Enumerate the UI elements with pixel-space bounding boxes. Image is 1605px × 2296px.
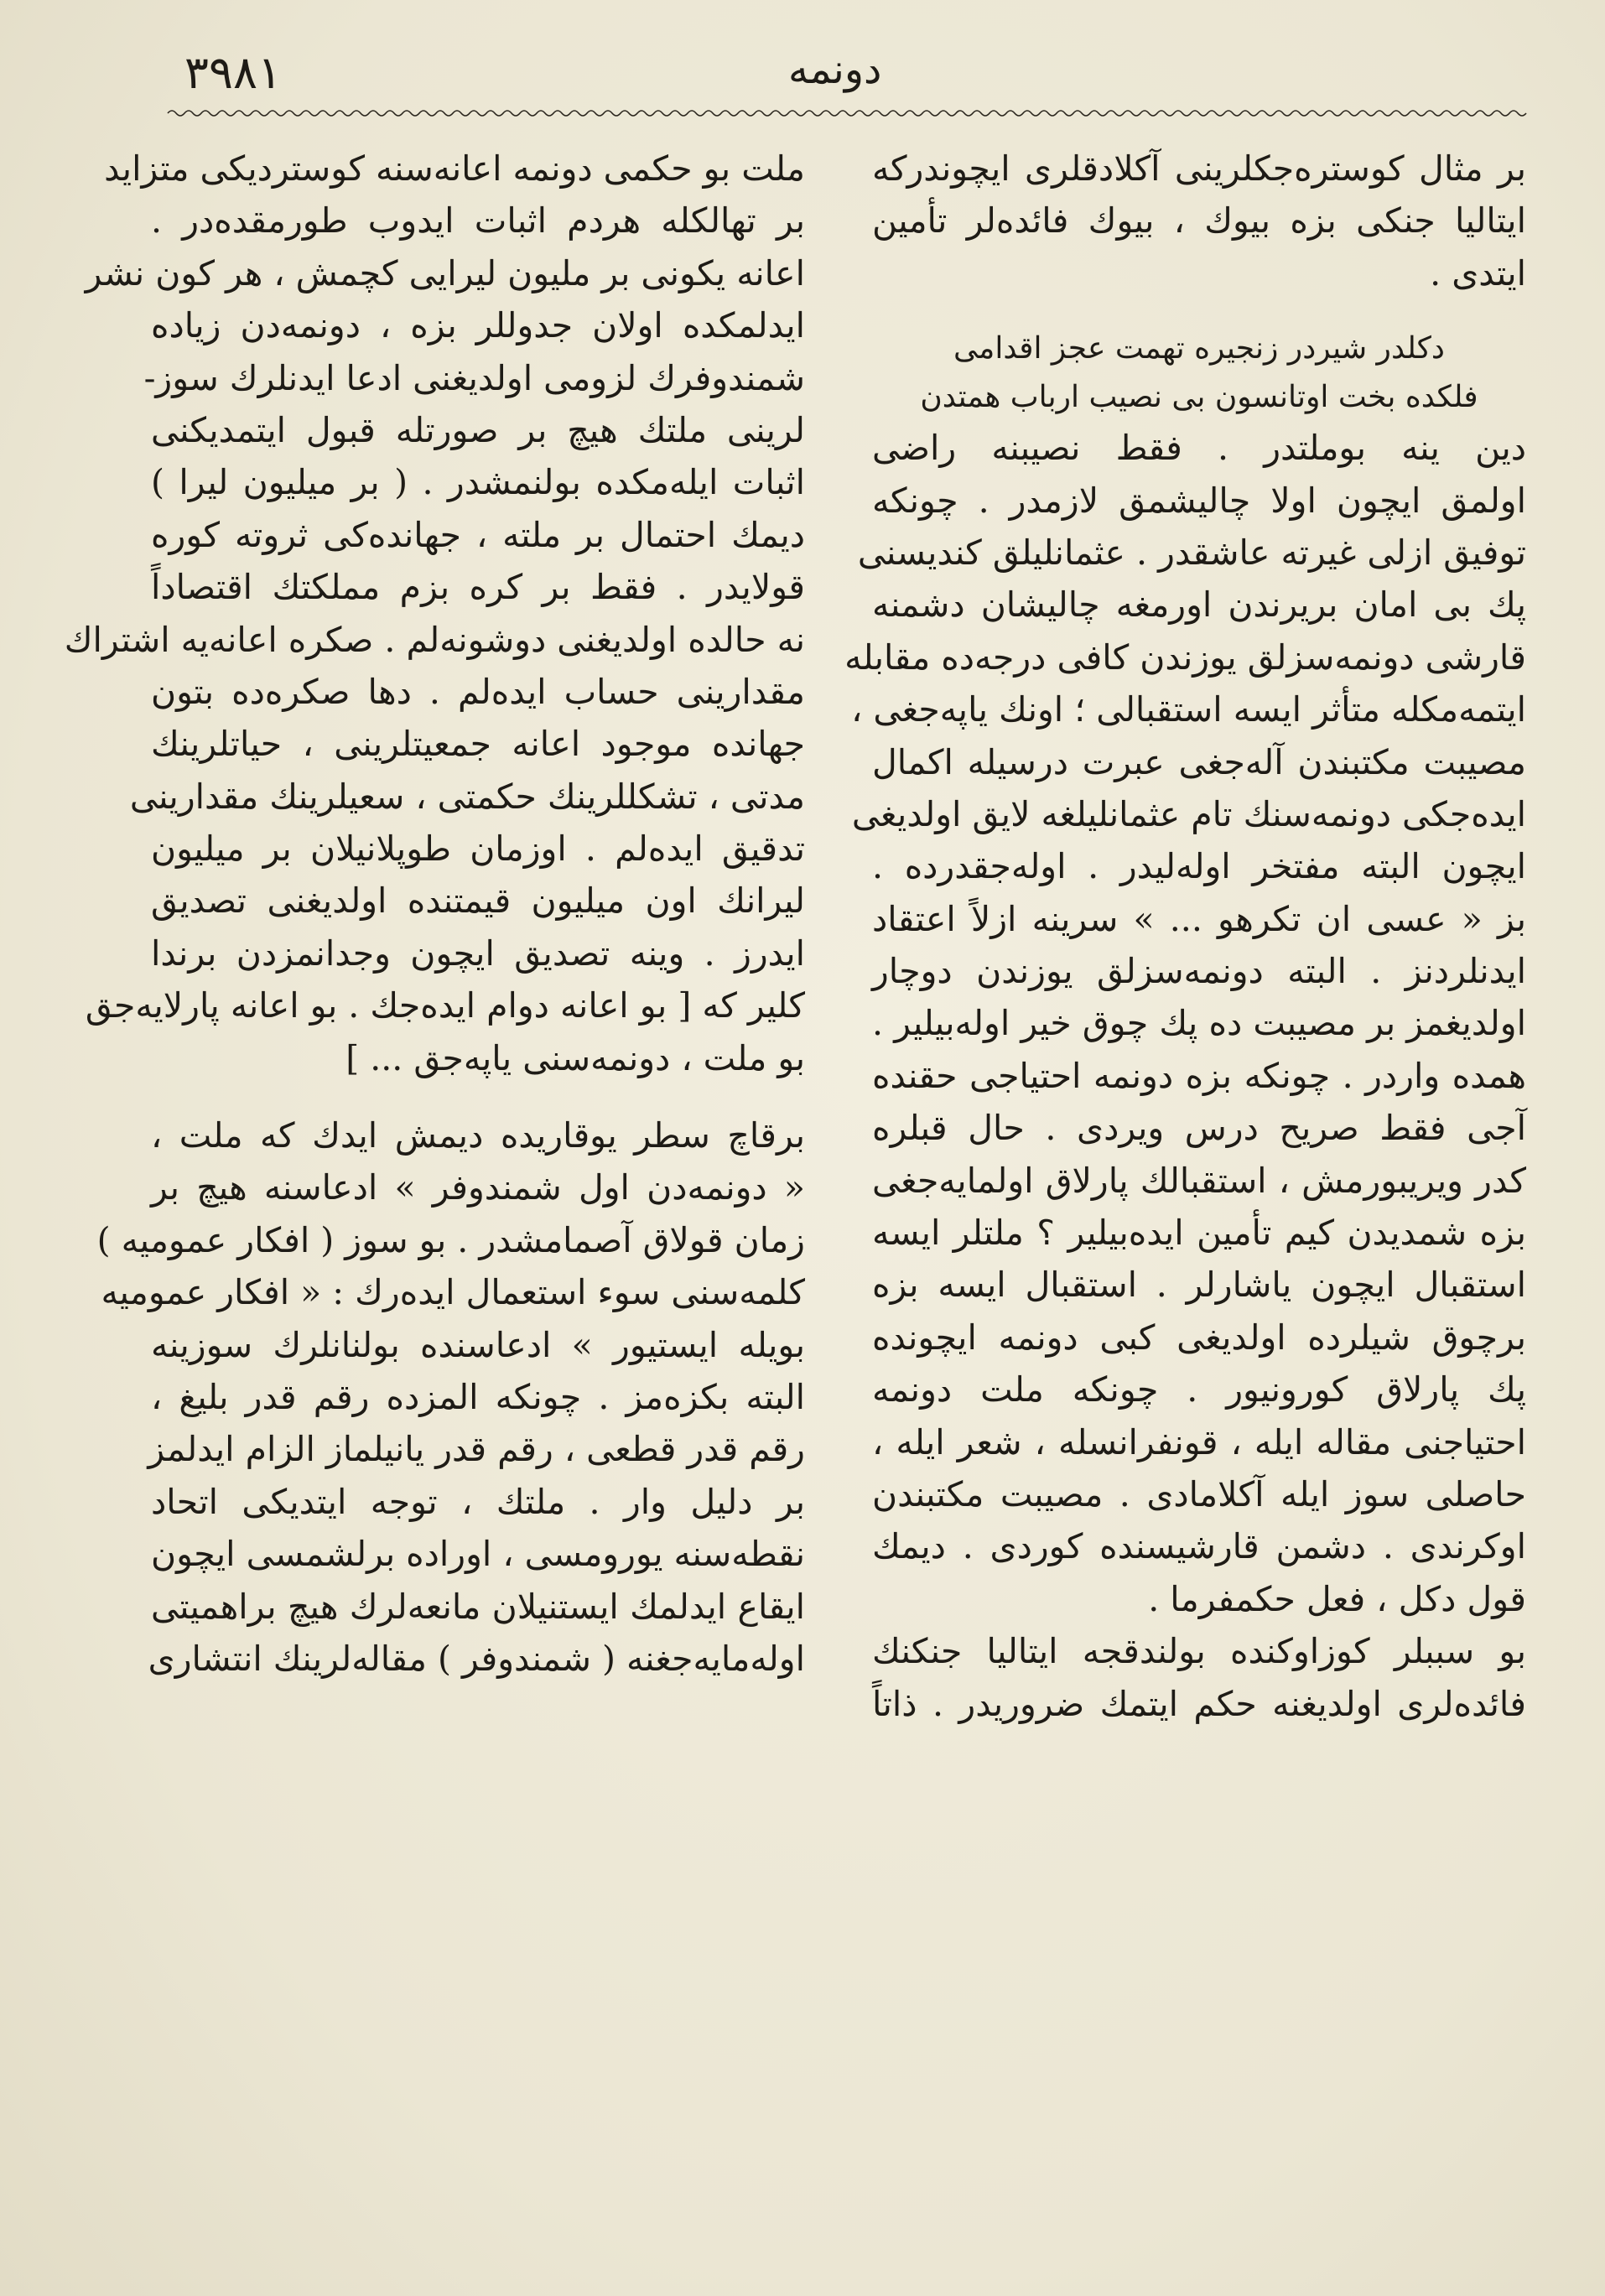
text-line: پك پارلاق كورونیور . چونكه ملت دونمه (872, 1369, 1526, 1410)
text-line: بویله ایستیور » ادعاسنده بولنانلرك سوزینه (151, 1324, 805, 1365)
text-line: آجی فقط صریح درس ویردی . حال قبلره (872, 1108, 1526, 1149)
text-line: بر دلیل وار . ملتك ، توجه ایتدیكی اتحاد (151, 1481, 805, 1522)
text-line: همده واردر . چونكه بزه دونمه احتیاجی حقنده (872, 1055, 1526, 1096)
text-line: ایقاع ایدلمك ایستنیلان مانعه‌لرك هیچ براهمیتی (151, 1586, 805, 1627)
text-line: « دونمه‌دن اول شمندوفر » ادعاسنه هیچ بر (151, 1167, 805, 1208)
left-column (64, 143, 805, 1685)
text-line: اعانه یكونی بر ملیون لیرایی كچمش ، هر كون نشر (85, 252, 805, 293)
text-line: لرینی ملتك هیچ بر صورتله قبول ایتمدیكنی (151, 409, 805, 450)
text-line: حاصلی سوز ایله آكلامادی . مصیبت مكتبندن (872, 1473, 1526, 1514)
text-line: ایدرز . وینه تصدیق ایچون وجدانمزدن برندا (151, 932, 805, 974)
text-line: ایدنلردنز . البته دونمه‌سزلق یوزندن دوچار (872, 951, 1526, 992)
text-line: مدتی ، تشكللرینك حكمتی ، سعیلرینك مقدارینی (129, 776, 805, 817)
text-line: مصیبت مكتبندن آله‌جغی عبرت درسیله اكمال (872, 741, 1526, 782)
text-line: شمندوفرك لزومی اولدیغنی ادعا ایدنلرك سوز- (143, 357, 805, 398)
header-wavy-rule (168, 107, 1526, 119)
right-column (844, 143, 1526, 1730)
text-line: ملت بو حكمی دونمه اعانه‌سنه كوستردیكی متزاید (104, 148, 805, 189)
text-line: بو ملت ، دونمه‌سنی یاپه‌جق ... ] (345, 1037, 805, 1078)
text-line: ایده‌جكی دونمه‌سنك تام عثمانلیلغه لایق اولدیغی (851, 793, 1526, 834)
text-line: اولمق ایچون اولا چالیشمق لازمدر . چونكه (872, 480, 1526, 521)
running-title: دونمه (788, 46, 882, 93)
text-line: دیمك احتمال بر ملته ، جهانده‌كی ثروته كوره (151, 514, 805, 555)
text-line: لیرانك اون میلیون قیمتنده اولدیغنی تصدیق (151, 880, 805, 922)
text-line: البته بكزه‌مز . چونكه المزده رقم قدر بلیغ ، (151, 1376, 805, 1417)
text-line: توفیق ازلی غیرته عاشقدر . عثمانلیلق كندیسنی (857, 532, 1526, 573)
text-line: ایتالیا جنكی بزه بیوك ، بیوك فائده‌لر تأمین (872, 200, 1526, 242)
text-line: بر تهالكله هردم اثبات ایدوب طورمقده‌در . (151, 200, 805, 242)
text-line: جهانده موجود اعانه جمعیتلرینی ، حیاتلرینك (151, 724, 805, 765)
text-line: قولایدر . فقط بر كره بزم مملكتك اقتصاداً (151, 567, 805, 608)
text-line: پك بی امان بریرندن اورمغه چالیشان دشمنه (872, 584, 1526, 626)
text-line: مقدارینی حساب ایده‌لم . دها صكره‌ده بتون (151, 671, 805, 712)
text-line: فائده‌لری اولدیغنه حكم ایتمك ضروریدر . ذاتاً (872, 1683, 1526, 1724)
text-line: ایتدی . (1430, 252, 1526, 293)
text-line: نه حالده اولدیغنی دوشونه‌لم . صكره اعانه‌یه اشتراك (64, 619, 805, 660)
text-line: احتیاجنی مقاله ایله ، قونفرانسله ، شعر ایله ، (872, 1421, 1526, 1462)
text-line: بو سببلر كوزاوكنده بولندقجه ایتالیا جنكنك (872, 1631, 1526, 1672)
text-line: استقبال ایچون یاشارلر . استقبال ایسه بزه (872, 1265, 1526, 1306)
text-line: ایچون البته مفتخر اوله‌لیدر . اوله‌جقدرده . (872, 846, 1526, 887)
text-line: قارشی دونمه‌سزلق یوزندن كافی درجه‌ده مقابله (844, 636, 1526, 678)
spacer (151, 1084, 805, 1109)
text-line: نقطه‌سنه یورومسی ، اوراده برلشمسی ایچون (150, 1534, 805, 1575)
text-line: زمان قولاق آصمامشدر . بو سوز ( افكار عمومیه ) (96, 1219, 805, 1260)
text-line: اولدیغمز بر مصیبت ده پك چوق خیر اوله‌بیلیر . (872, 1003, 1526, 1044)
text-line: اوله‌مایه‌جغنه ( شمندوفر ) مقاله‌لرینك انتشاری (148, 1638, 805, 1679)
spacer (872, 299, 1526, 325)
text-line: تدقیق ایده‌لم . اوزمان طوپلانیلان بر میلیون (151, 829, 805, 870)
page-number: ١٨٩٣ (184, 46, 283, 99)
text-line: ایدلمكده اولان جدوللر بزه ، دونمه‌دن زیاده (151, 305, 805, 346)
text-line: كلمه‌سنی سوء استعمال ایده‌رك : « افكار عمومیه (101, 1272, 805, 1313)
text-line: بزه شمدیدن كیم تأمین ایده‌بیلیر ؟ ملتلر ایسه (872, 1213, 1526, 1254)
text-line: كدر ویریبورمش ، استقبالك پارلاق اولمایه‌جغی (872, 1160, 1526, 1201)
text-line: ایتمه‌مكله متأثر ایسه استقبالی ؛ اونك یاپه‌جغی ، (851, 689, 1526, 730)
text-line: رقم قدر قطعی ، رقم قدر یانیلماز الزام ایدلمز (148, 1429, 805, 1470)
text-line: اوكرندی . دشمن قارشیسنده كوردی . دیمك (872, 1526, 1526, 1567)
text-line: بر مثال كوستره‌جكلرینی آكلادقلری ایچوندركه (872, 148, 1526, 189)
text-line: قول دكل ، فعل حكمفرما . (1148, 1578, 1526, 1619)
page-header (168, 46, 1526, 99)
verse-line: دكلدر شیردر زنجیره تهمت عجز اقدامی (953, 331, 1445, 366)
text-line: اثبات ایله‌مكده بولنمشدر . ( بر میلیون لیرا ) (151, 462, 805, 503)
text-line: برقاچ سطر یوقاریده دیمش ایدك كه ملت ، (151, 1115, 805, 1156)
text-line: كلیر كه [ بو اعانه دوام ایده‌جك . بو اعانه پارلایه‌جق (85, 985, 805, 1026)
text-line: برچوق شیلرده اولدیغی كبی دونمه ایچونده (872, 1317, 1526, 1358)
verse-line: فلكده بخت اوتانسون بی نصیب ارباب همتدن (920, 380, 1478, 415)
text-line: بز « عسی ان تكرهو ... » سرینه ازلاً اعتقاد (872, 898, 1526, 939)
text-line: دین ینه بوملتدر . فقط نصیبنه راضی (872, 428, 1526, 469)
